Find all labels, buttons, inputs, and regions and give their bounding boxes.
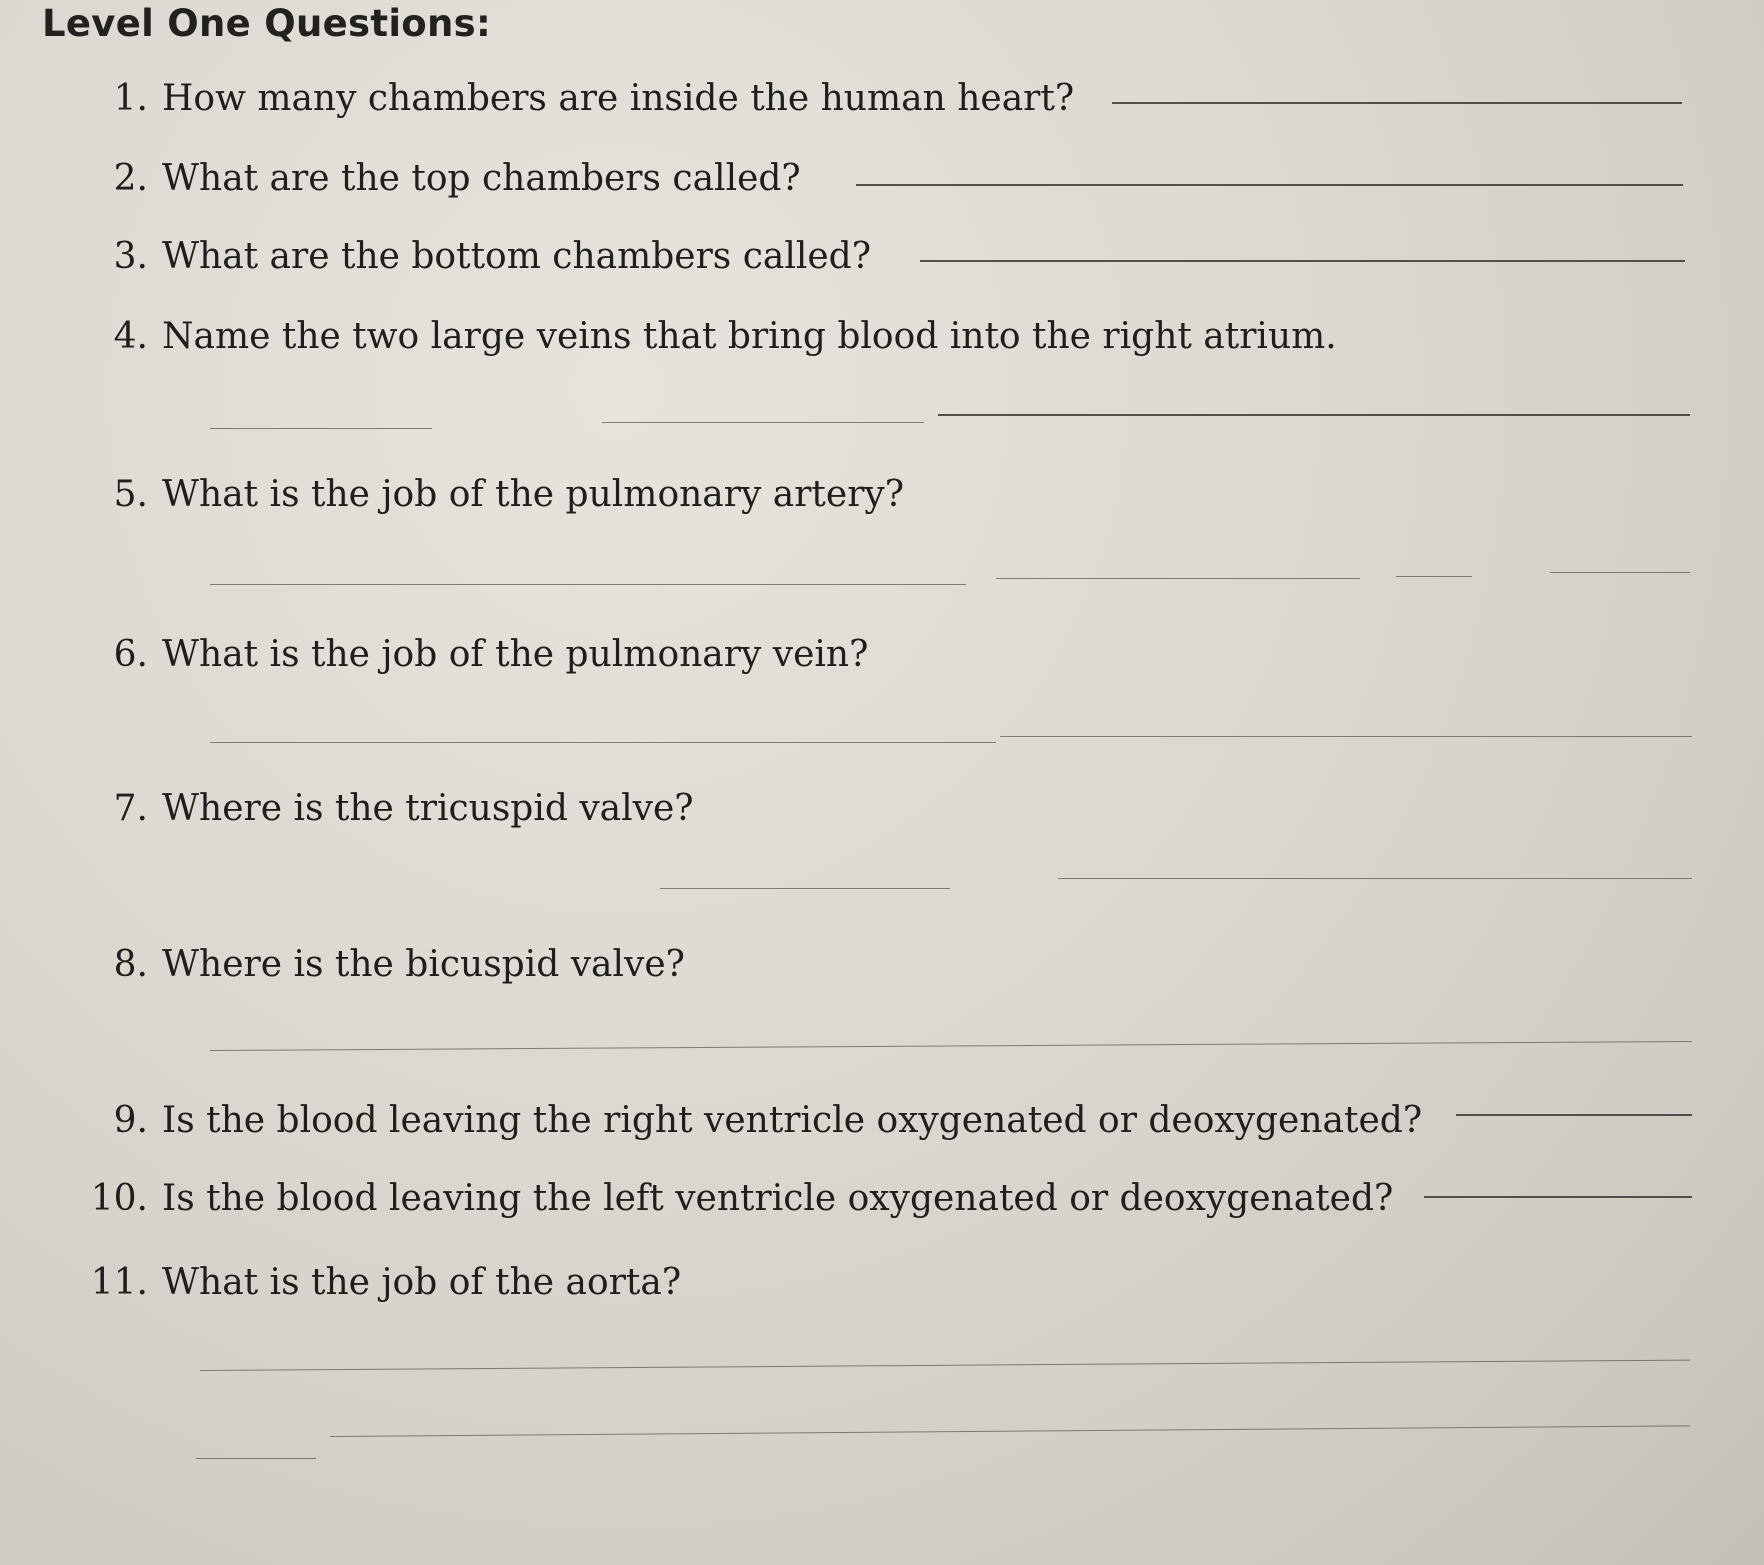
answer-line-6b[interactable] [1000, 736, 1692, 737]
answer-line-5a[interactable] [210, 584, 966, 585]
answer-line-1[interactable] [1112, 102, 1682, 104]
question-10 [84, 1178, 1393, 1219]
question-text: Where is the bicuspid valve? [162, 944, 685, 985]
question-number: 3. [113, 236, 148, 277]
question-text: How many chambers are inside the human heart? [162, 78, 1075, 119]
answer-line-5b[interactable] [996, 578, 1360, 579]
answer-line-4a[interactable] [210, 428, 432, 429]
question-9 [84, 1100, 1422, 1141]
answer-line-11a[interactable] [200, 1360, 1690, 1371]
answer-line-4b[interactable] [602, 422, 924, 423]
question-text: What is the job of the pulmonary artery? [162, 474, 905, 515]
question-number: 4. [113, 316, 148, 357]
question-text: Is the blood leaving the left ventricle oxygenated or deoxygenated? [162, 1178, 1394, 1219]
answer-line-10[interactable] [1424, 1196, 1692, 1198]
answer-line-11b[interactable] [196, 1458, 316, 1459]
question-text: Where is the tricuspid valve? [162, 788, 694, 829]
question-number: 8. [113, 944, 148, 985]
answer-line-6a[interactable] [210, 742, 996, 743]
answer-line-3[interactable] [920, 260, 1685, 262]
answer-line-5c[interactable] [1396, 576, 1472, 577]
question-text: What is the job of the pulmonary vein? [162, 634, 869, 675]
question-number: 10. [90, 1178, 148, 1219]
question-7 [84, 788, 694, 829]
answer-line-2[interactable] [856, 184, 1683, 186]
question-4 [84, 316, 1337, 357]
question-1 [84, 78, 1074, 119]
question-text: What are the bottom chambers called? [162, 236, 872, 277]
answer-line-9[interactable] [1456, 1114, 1692, 1116]
question-8 [84, 944, 685, 985]
question-2 [84, 158, 801, 199]
question-3 [84, 236, 871, 277]
answer-line-4c[interactable] [938, 414, 1690, 416]
question-number: 9. [113, 1100, 148, 1141]
question-11 [84, 1262, 681, 1303]
question-number: 2. [113, 158, 148, 199]
question-text: What are the top chambers called? [162, 158, 801, 199]
question-number: 6. [113, 634, 148, 675]
question-text: Is the blood leaving the right ventricle oxygenated or deoxygenated? [162, 1100, 1423, 1141]
question-number: 1. [113, 78, 148, 119]
answer-line-7a[interactable] [660, 888, 950, 889]
question-5 [84, 474, 904, 515]
worksheet-heading: Level One Questions: [42, 2, 492, 45]
question-text: Name the two large veins that bring blood into the right atrium. [162, 316, 1337, 357]
question-number: 5. [113, 474, 148, 515]
question-number: 11. [90, 1262, 148, 1303]
answer-line-11c[interactable] [330, 1425, 1690, 1437]
question-number: 7. [113, 788, 148, 829]
answer-line-5d[interactable] [1550, 572, 1690, 573]
question-6 [84, 634, 868, 675]
question-text: What is the job of the aorta? [162, 1262, 682, 1303]
answer-line-7b[interactable] [1058, 878, 1692, 879]
answer-line-8[interactable] [210, 1041, 1692, 1051]
